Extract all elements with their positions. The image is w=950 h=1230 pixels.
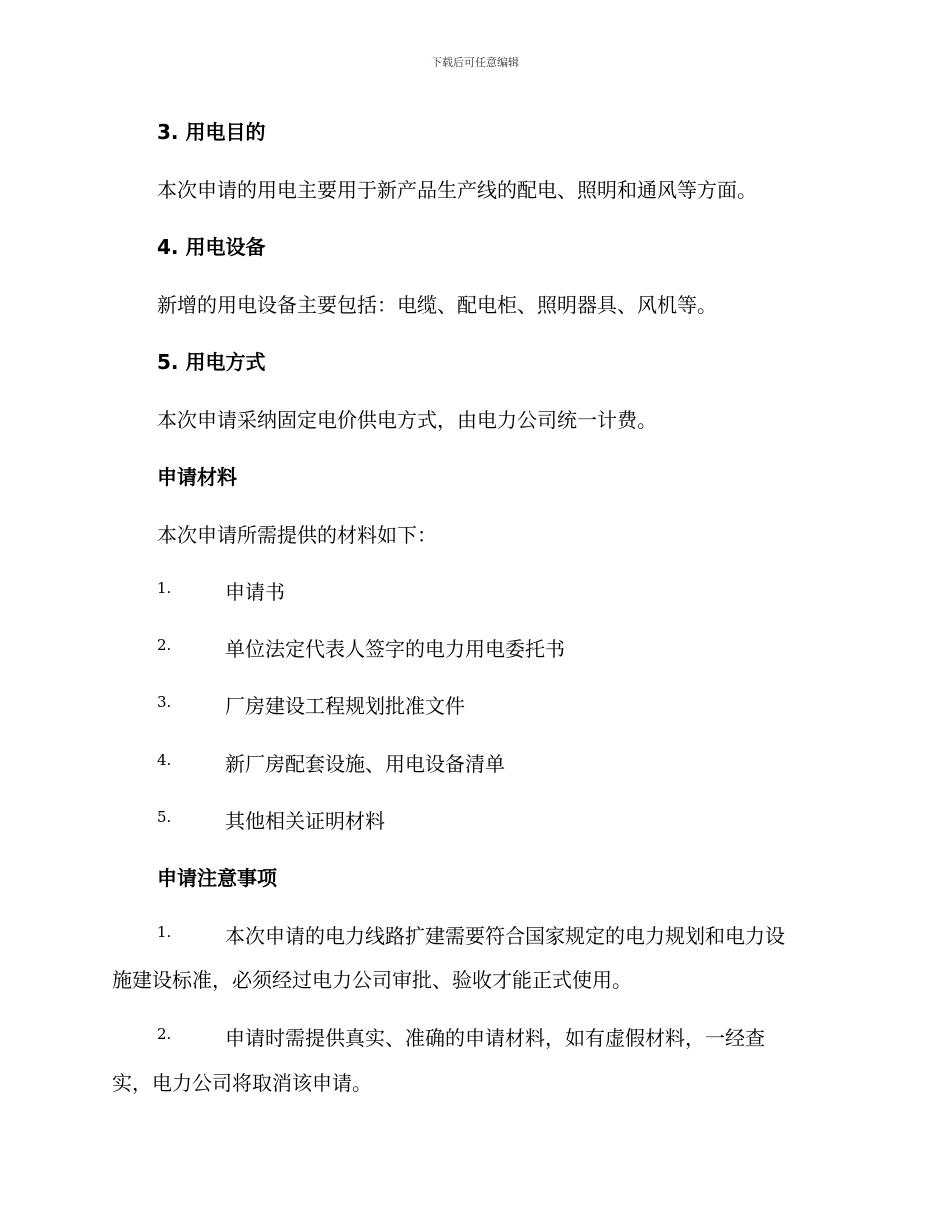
list-item-text: 厂房建设工程规划批准文件 bbox=[225, 694, 465, 718]
list-item-number: 1. bbox=[157, 923, 172, 941]
list-item-text: 申请书 bbox=[225, 580, 285, 604]
materials-title: 申请材料 bbox=[157, 465, 237, 489]
list-item-number: 2. bbox=[157, 1025, 172, 1043]
section-5-title: 5. 用电方式 bbox=[157, 350, 266, 374]
section-4-body: 新增的用电设备主要包括：电缆、配电柜、照明器具、风机等。 bbox=[157, 293, 717, 317]
list-item-number: 5. bbox=[157, 808, 172, 826]
list-item-number: 1. bbox=[157, 579, 172, 597]
list-item-text-continued: 施建设标准，必须经过电力公司审批、验收才能正式使用。 bbox=[112, 968, 632, 992]
list-item-number: 2. bbox=[157, 636, 172, 654]
list-item-text: 单位法定代表人签字的电力用电委托书 bbox=[225, 637, 565, 661]
section-5-body: 本次申请采纳固定电价供电方式，由电力公司统一计费。 bbox=[157, 408, 657, 432]
notes-title: 申请注意事项 bbox=[157, 866, 277, 890]
list-item-text: 申请时需提供真实、准确的申请材料，如有虚假材料，一经查 bbox=[225, 1026, 765, 1050]
section-3-body: 本次申请的用电主要用于新产品生产线的配电、照明和通风等方面。 bbox=[157, 178, 757, 202]
list-item-text: 其他相关证明材料 bbox=[225, 809, 385, 833]
list-item-number: 3. bbox=[157, 693, 172, 711]
list-item-text: 新厂房配套设施、用电设备清单 bbox=[225, 752, 505, 776]
page-header: 下载后可任意编辑 bbox=[431, 56, 519, 69]
section-4-title: 4. 用电设备 bbox=[157, 235, 266, 259]
list-item-text: 本次申请的电力线路扩建需要符合国家规定的电力规划和电力设 bbox=[225, 924, 785, 948]
materials-intro: 本次申请所需提供的材料如下： bbox=[157, 523, 437, 547]
list-item-text-continued: 实，电力公司将取消该申请。 bbox=[112, 1071, 372, 1095]
section-3-title: 3. 用电目的 bbox=[157, 120, 266, 144]
list-item-number: 4. bbox=[157, 751, 172, 769]
